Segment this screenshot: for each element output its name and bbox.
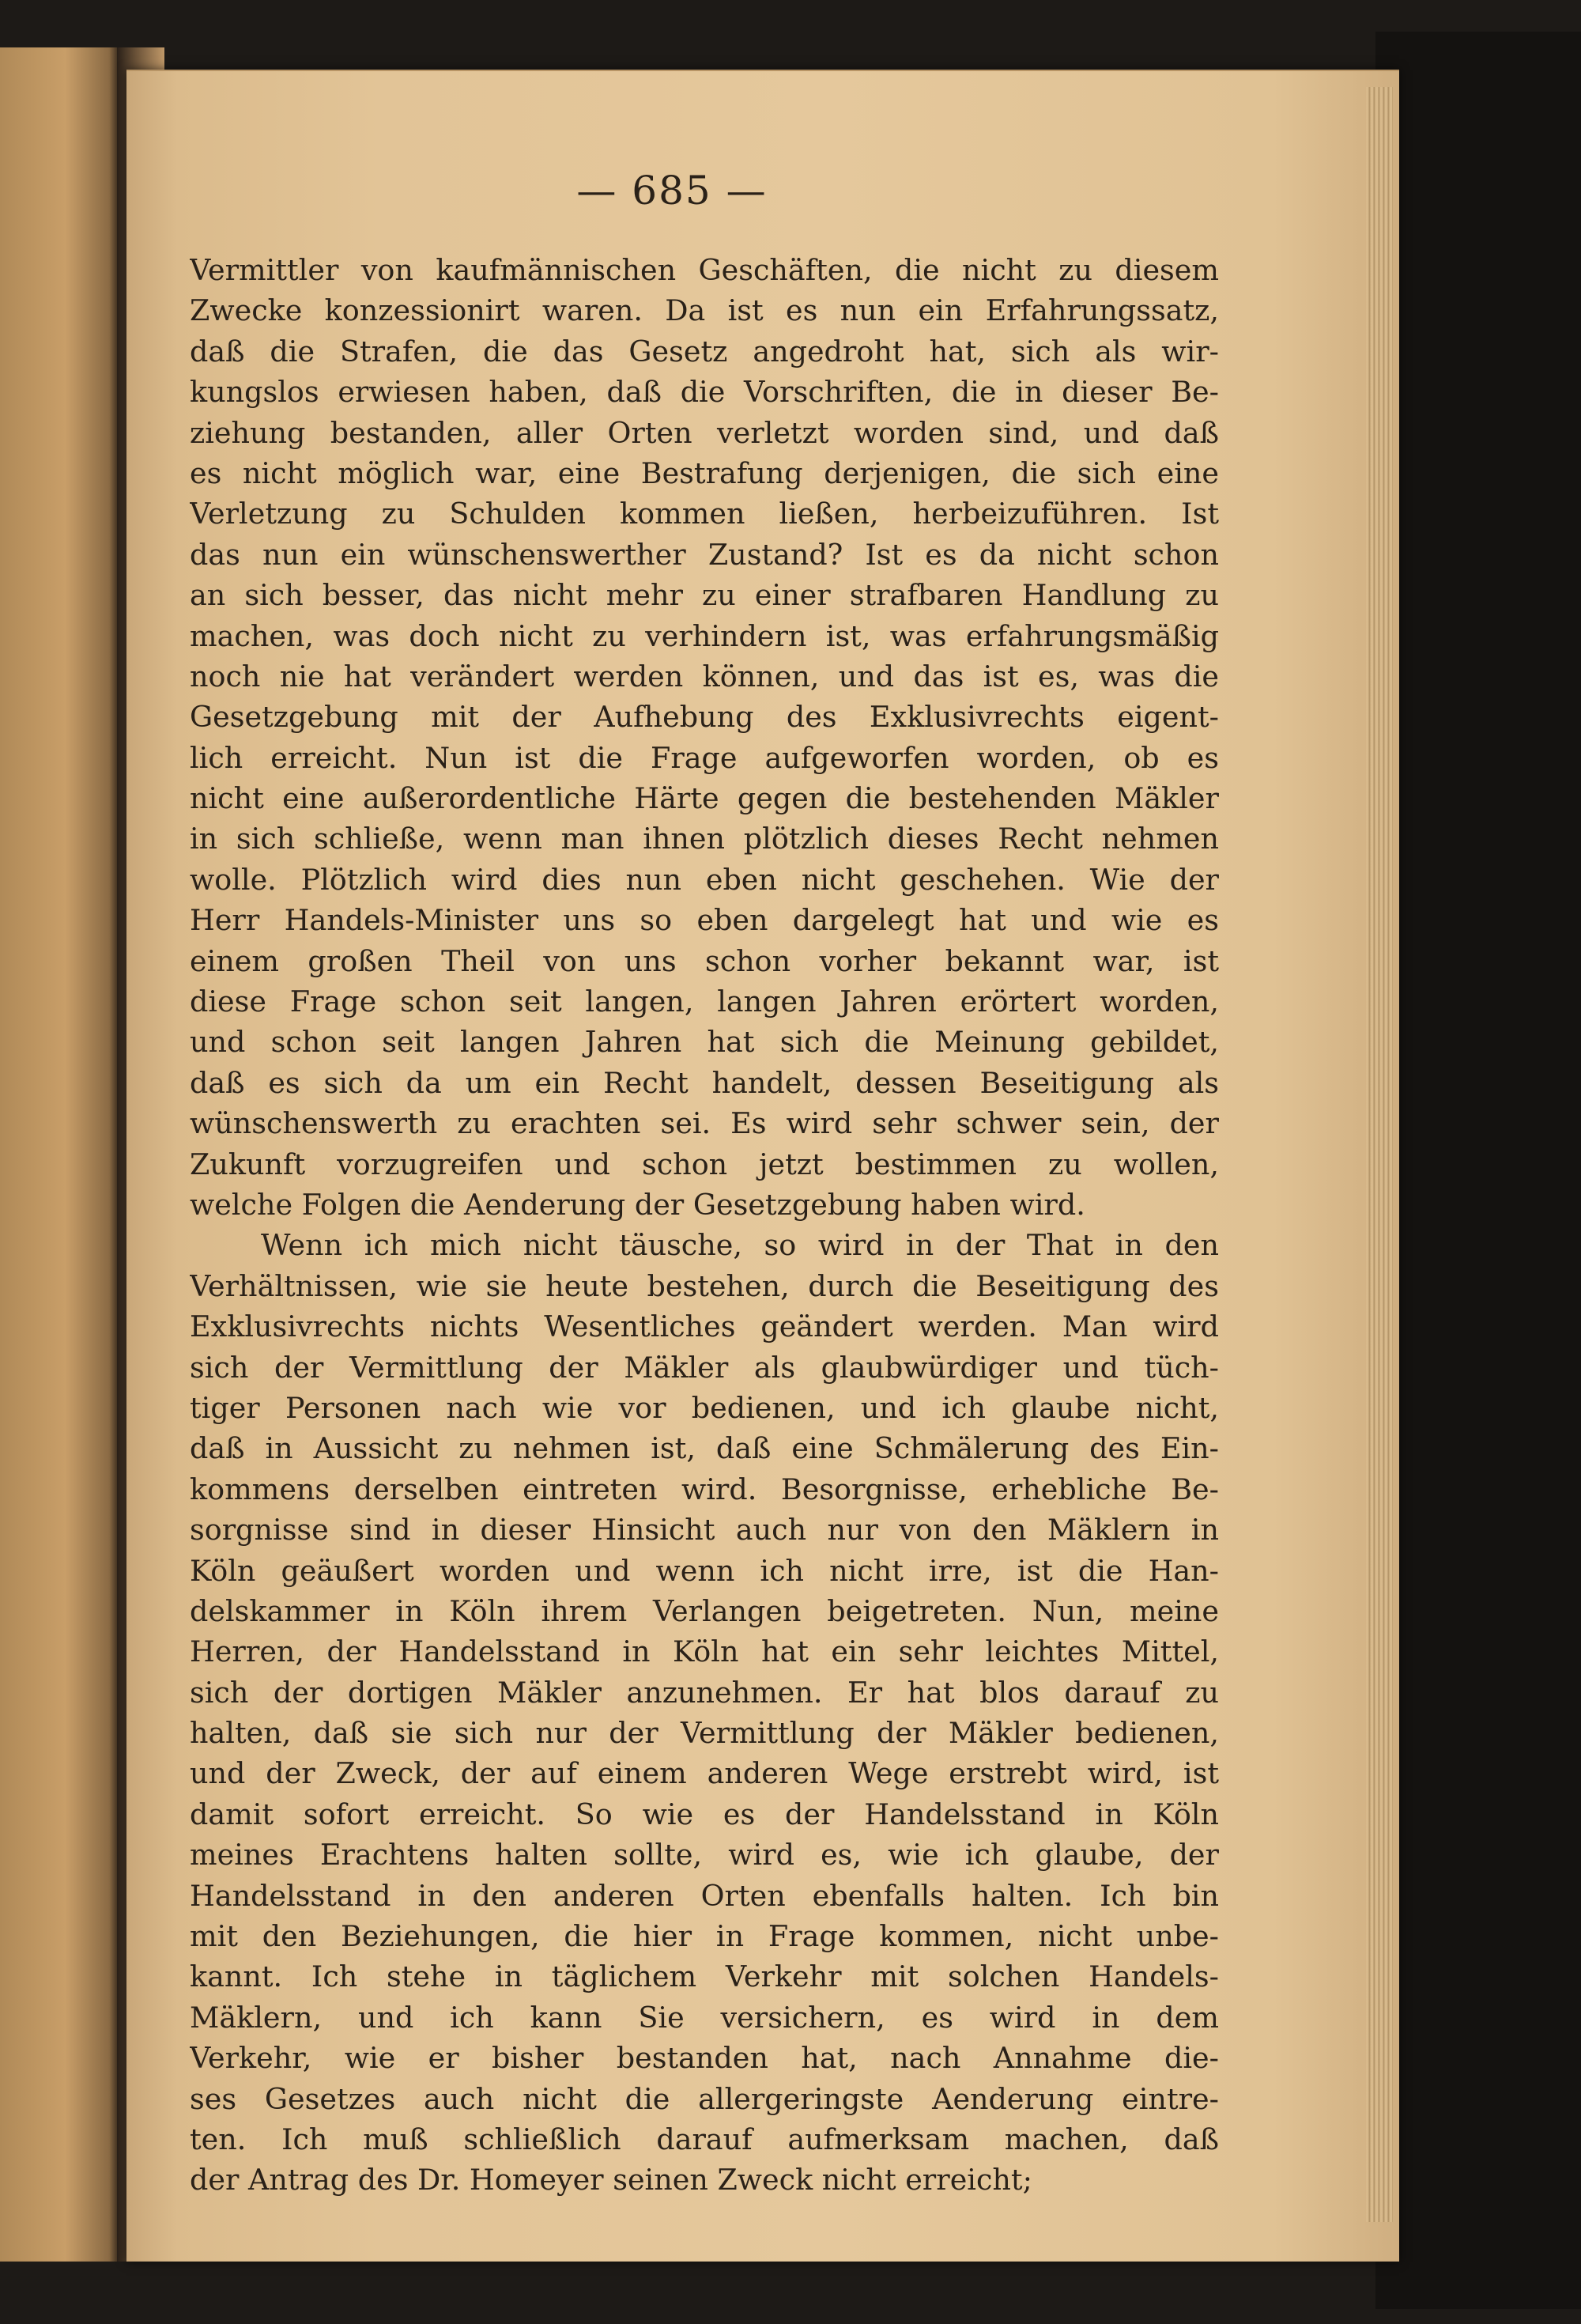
text-line: sich der dortigen Mäkler anzunehmen. Er hat blos darauf zu bbox=[190, 1675, 1219, 1710]
text-line: meines Erachtens halten sollte, wird es, wie ich glaube, der bbox=[190, 1838, 1219, 1872]
text-line: daß in Aussicht zu nehmen ist, daß eine Schmälerung des Ein- bbox=[190, 1431, 1219, 1466]
book-cover-edge bbox=[1375, 32, 1581, 2309]
text-line: nicht eine außerordentliche Härte gegen die bestehenden Mäkler bbox=[190, 781, 1219, 816]
text-line: Zwecke konzessionirt waren. Da ist es nun ein Erfahrungssatz, bbox=[190, 293, 1219, 328]
text-line: machen, was doch nicht zu verhindern ist, was erfahrungsmäßig bbox=[190, 618, 1219, 653]
text-line: Verkehr, wie er bisher bestanden hat, nach Annahme die- bbox=[190, 2041, 1219, 2076]
text-line: daß es sich da um ein Recht handelt, dessen Beseitigung als bbox=[190, 1065, 1219, 1100]
text-line: kommens derselben eintreten wird. Besorgnisse, erhebliche Be- bbox=[190, 1472, 1219, 1506]
text-line: Verhältnissen, wie sie heute bestehen, durch die Beseitigung des bbox=[190, 1268, 1219, 1303]
text-line: Herr Handels-Minister uns so eben dargelegt hat und wie es bbox=[190, 903, 1219, 938]
page-number: — 685 — bbox=[576, 168, 768, 214]
text-line: mit den Beziehungen, die hier in Frage kommen, nicht unbe- bbox=[190, 1919, 1219, 1954]
text-line: daß die Strafen, die das Gesetz angedroht hat, sich als wir- bbox=[190, 334, 1219, 368]
text-line: halten, daß sie sich nur der Vermittlung der Mäkler bedienen, bbox=[190, 1716, 1219, 1751]
text-line: welche Folgen die Aenderung der Gesetzgebung haben wird. bbox=[190, 1187, 1085, 1222]
text-line: sich der Vermittlung der Mäkler als glaubwürdiger und tüch- bbox=[190, 1350, 1219, 1385]
text-line: Wenn ich mich nicht täusche, so wird in der That in den bbox=[261, 1228, 1219, 1263]
text-line: es nicht möglich war, eine Bestrafung derjenigen, die sich eine bbox=[190, 455, 1219, 490]
text-line: diese Frage schon seit langen, langen Jahren erörtert worden, bbox=[190, 984, 1219, 1019]
text-line: kannt. Ich stehe in täglichem Verkehr mit solchen Handels- bbox=[190, 1959, 1219, 1994]
text-line: Exklusivrechts nichts Wesentliches geändert werden. Man wird bbox=[190, 1309, 1219, 1344]
text-line: wünschenswerth zu erachten sei. Es wird sehr schwer sein, der bbox=[190, 1106, 1219, 1141]
text-line: an sich besser, das nicht mehr zu einer strafbaren Handlung zu bbox=[190, 578, 1219, 613]
text-line: Zukunft vorzugreifen und schon jetzt bestimmen zu wollen, bbox=[190, 1147, 1219, 1181]
text-line: sorgnisse sind in dieser Hinsicht auch nur von den Mäklern in bbox=[190, 1513, 1219, 1547]
text-line: einem großen Theil von uns schon vorher bekannt war, ist bbox=[190, 943, 1219, 978]
text-line: lich erreicht. Nun ist die Frage aufgeworfen worden, ob es bbox=[190, 740, 1219, 775]
text-line: in sich schließe, wenn man ihnen plötzlich dieses Recht nehmen bbox=[190, 822, 1219, 856]
text-line: Gesetzgebung mit der Aufhebung des Exklusivrechts eigent- bbox=[190, 700, 1219, 735]
text-line: wolle. Plötzlich wird dies nun eben nicht geschehen. Wie der bbox=[190, 862, 1219, 897]
body-text bbox=[190, 250, 1219, 2201]
text-line: und der Zweck, der auf einem anderen Wege erstrebt wird, ist bbox=[190, 1756, 1219, 1791]
text-line: damit sofort erreicht. So wie es der Handelsstand in Köln bbox=[190, 1797, 1219, 1831]
text-line: Verletzung zu Schulden kommen ließen, herbeizuführen. Ist bbox=[190, 497, 1219, 531]
text-line: Mäklern, und ich kann Sie versichern, es wird in dem bbox=[190, 2000, 1219, 2035]
text-line: kungslos erwiesen haben, daß die Vorschriften, die in dieser Be- bbox=[190, 375, 1219, 410]
text-line: und schon seit langen Jahren hat sich die Meinung gebildet, bbox=[190, 1025, 1219, 1060]
text-line: delskammer in Köln ihrem Verlangen beigetreten. Nun, meine bbox=[190, 1593, 1219, 1628]
text-line: Herren, der Handelsstand in Köln hat ein sehr leichtes Mittel, bbox=[190, 1634, 1219, 1669]
facing-page-edge bbox=[0, 47, 119, 2262]
text-line: Handelsstand in den anderen Orten ebenfalls halten. Ich bin bbox=[190, 1878, 1219, 1913]
text-line: Vermittler von kaufmännischen Geschäften, die nicht zu diesem bbox=[190, 253, 1219, 287]
text-line: ten. Ich muß schließlich darauf aufmerksam machen, daß bbox=[190, 2122, 1219, 2156]
text-line: ziehung bestanden, aller Orten verletzt worden sind, und daß bbox=[190, 415, 1219, 450]
text-line: der Antrag des Dr. Homeyer seinen Zweck nicht erreicht; bbox=[190, 2163, 1032, 2197]
text-line: Köln geäußert worden und wenn ich nicht irre, ist die Han- bbox=[190, 1553, 1219, 1588]
page-stack-edges bbox=[1366, 87, 1393, 2222]
text-line: das nun ein wünschenswerther Zustand? Ist es da nicht schon bbox=[190, 537, 1219, 572]
text-line: tiger Personen nach wie vor bedienen, und ich glaube nicht, bbox=[190, 1390, 1219, 1425]
text-line: ses Gesetzes auch nicht die allergeringste Aenderung eintre- bbox=[190, 2081, 1219, 2116]
text-line: noch nie hat verändert werden können, und das ist es, was die bbox=[190, 659, 1219, 693]
